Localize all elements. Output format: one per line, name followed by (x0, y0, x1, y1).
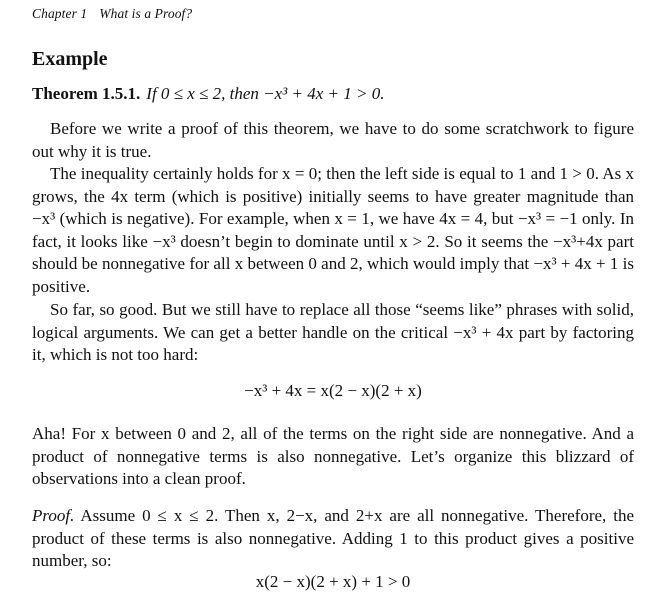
paragraph-scratchwork: The inequality certainly holds for x = 0; then the left side is equal to 1 and 1 > 0. As x grows, the 4x term (which is positive) initially seems to have greater magnitude than −x³ (which is negative). For example, when x = 1, we have 4x = 4, but −x³ = −1 only. In fact, it looks like −x³ doesn’t begin to dominate until x > 2. So it seems the −x³+4x part should be nonnegative for all x between 0 and 2, which would imply that −x³ + 4x + 1 is positive. (32, 164, 634, 296)
display-equation-conclusion: x(2 − x)(2 + x) + 1 > 0 (255, 572, 411, 591)
paragraph-factoring: So far, so good. But we still have to replace all those “seems like” phrases with solid, logical arguments. We can get a better handle on the critical −x³ + 4x part by factoring it, which is not too hard: (32, 300, 634, 365)
theorem-statement: If 0 ≤ x ≤ 2, then −x³ + 4x + 1 > 0. (146, 84, 385, 103)
section-heading: Example (32, 48, 108, 70)
proof-paragraph (32, 505, 634, 573)
running-head (32, 6, 192, 22)
display-equation-factoring: −x³ + 4x = x(2 − x)(2 + x) (244, 381, 422, 400)
chapter-number: Chapter 1 (32, 6, 88, 21)
theorem-label: Theorem 1.5.1. (32, 84, 141, 103)
paragraph-intro: Before we write a proof of this theorem, we have to do some scratchwork to figure out why it is true. (32, 119, 634, 161)
paragraph-aha: Aha! For x between 0 and 2, all of the terms on the right side are nonnegative. And a product of nonnegative terms is also nonnegative. Let’s organize this blizzard of observations into a clean proof. (32, 424, 634, 489)
proof-text: Assume 0 ≤ x ≤ 2. Then x, 2−x, and 2+x are all nonnegative. Therefore, the product of these terms is also nonnegative. Adding 1 to this product gives a positive number, so: (32, 506, 635, 571)
chapter-title: What is a Proof? (99, 6, 193, 21)
proof-label: Proof. (32, 506, 75, 525)
theorem (32, 84, 384, 104)
